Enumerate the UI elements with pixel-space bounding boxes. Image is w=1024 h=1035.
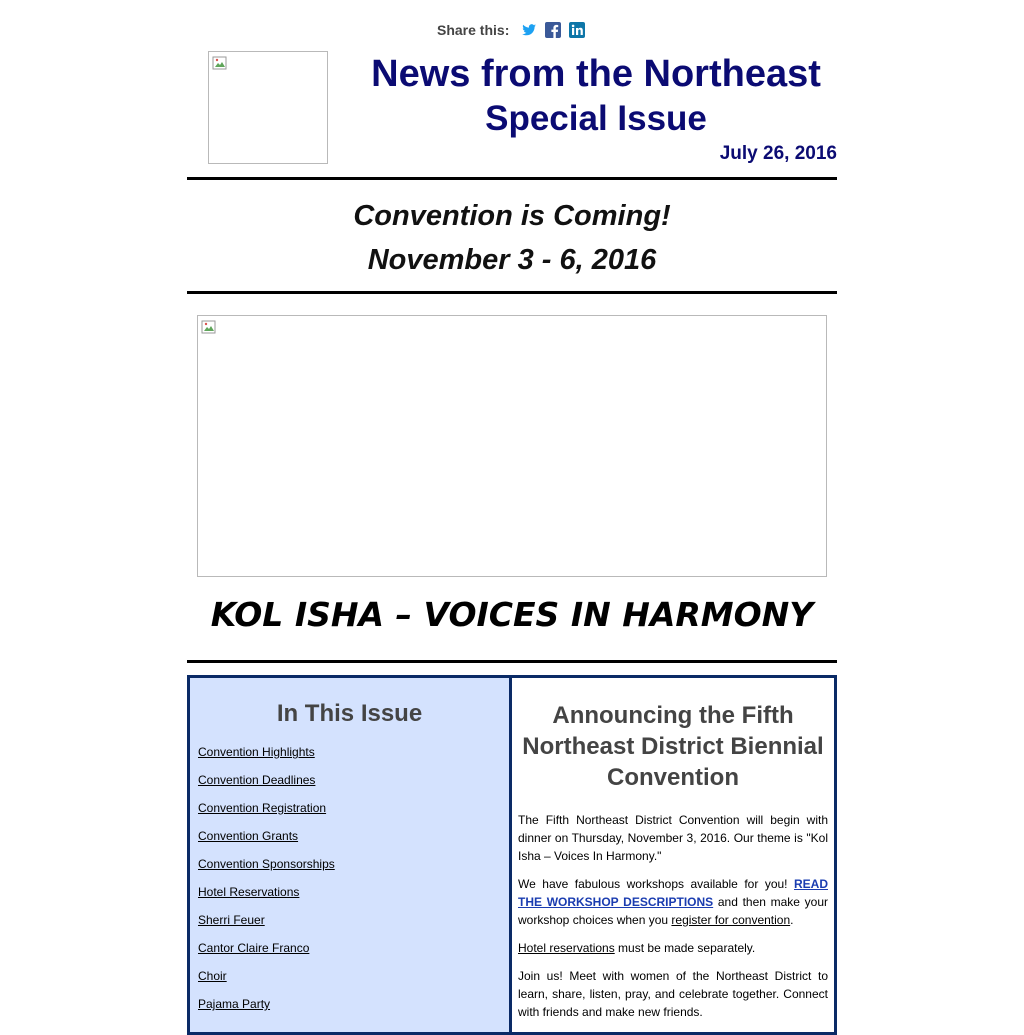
- toc-item: [198, 772, 501, 788]
- toc-link-convention-deadlines[interactable]: Convention Deadlines: [198, 773, 316, 787]
- workshop-descriptions-link[interactable]: READ THE WORKSHOP DESCRIPTIONS: [518, 877, 828, 909]
- convention-theme: KOL ISHA – VOICES IN HARMONY: [210, 595, 814, 634]
- title-line-1: News from the Northeast: [371, 53, 821, 95]
- issue-date: July 26, 2016: [719, 143, 837, 164]
- article-panel: [512, 678, 834, 1032]
- content-columns: [187, 675, 837, 1035]
- divider: [187, 177, 837, 180]
- article-paragraph-3: [518, 939, 828, 957]
- convention-heading: [187, 194, 837, 282]
- divider: [187, 660, 837, 663]
- toc-item: [198, 856, 501, 872]
- register-for-convention-link[interactable]: register for convention: [671, 913, 791, 927]
- toc-item: [198, 800, 501, 816]
- linkedin-icon[interactable]: [569, 22, 585, 38]
- toc-item: [198, 884, 501, 900]
- paragraph-text: .: [790, 913, 794, 927]
- toc-item: [198, 744, 501, 760]
- toc-panel: [190, 678, 512, 1032]
- toc-item: [198, 940, 501, 956]
- toc-link-sherri-feuer[interactable]: Sherri Feuer: [198, 913, 265, 927]
- article-paragraph-1: The Fifth Northeast District Convention will begin with dinner on Thursday, November 3, 2016. Our theme is "Kol Isha – Voices In Harmony.": [518, 813, 828, 863]
- toc-list: [198, 744, 501, 1012]
- facebook-icon[interactable]: [545, 22, 561, 38]
- convention-heading-line-1: Convention is Coming!: [353, 200, 671, 232]
- share-label: Share this:: [437, 22, 510, 38]
- toc-link-choir[interactable]: Choir: [198, 969, 227, 983]
- newsletter-logo-image: [208, 51, 328, 164]
- toc-link-convention-highlights[interactable]: Convention Highlights: [198, 745, 315, 759]
- toc-link-cantor-claire-franco[interactable]: Cantor Claire Franco: [198, 941, 310, 955]
- toc-item: [198, 968, 501, 984]
- title-line-2: Special Issue: [485, 99, 707, 138]
- paragraph-text: must be made separately.: [614, 941, 756, 955]
- toc-title: In This Issue: [276, 700, 423, 727]
- toc-link-pajama-party[interactable]: Pajama Party: [198, 997, 271, 1011]
- broken-image-icon: [212, 55, 228, 71]
- paragraph-text: We have fabulous workshops available for you!: [518, 877, 794, 891]
- hotel-reservations-link[interactable]: Hotel reservations: [518, 941, 615, 955]
- twitter-icon[interactable]: [521, 22, 537, 38]
- convention-dates: November 3 - 6, 2016: [367, 244, 657, 276]
- toc-link-convention-registration[interactable]: Convention Registration: [198, 801, 327, 815]
- article-paragraph-2: [518, 875, 828, 929]
- article-title: Announcing the Fifth Northeast District Biennial Convention: [522, 702, 824, 791]
- broken-image-icon: [201, 319, 217, 335]
- article-paragraph-4: Join us! Meet with women of the Northeast District to learn, share, listen, pray, and celebrate together. Connect with friends and make new friends.: [518, 969, 828, 1019]
- toc-item: [198, 996, 501, 1012]
- toc-link-convention-sponsorships[interactable]: Convention Sponsorships: [198, 857, 335, 871]
- toc-item: [198, 828, 501, 844]
- divider: [187, 291, 837, 294]
- newsletter-title: [352, 52, 840, 142]
- share-bar: [437, 20, 593, 40]
- toc-link-convention-grants[interactable]: Convention Grants: [198, 829, 299, 843]
- toc-item: [198, 912, 501, 928]
- convention-banner-image: [197, 315, 827, 577]
- paragraph-text: and then make your workshop choices when you: [518, 895, 828, 927]
- toc-link-hotel-reservations[interactable]: Hotel Reservations: [198, 885, 300, 899]
